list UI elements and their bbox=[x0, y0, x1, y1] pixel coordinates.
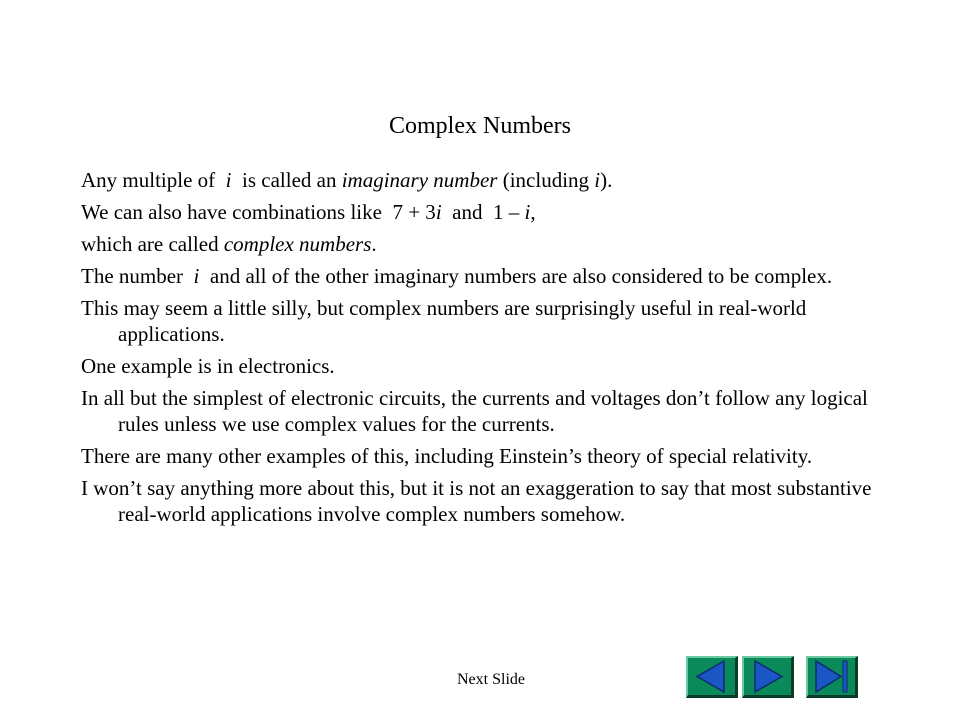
next-slide-link[interactable]: Next Slide bbox=[457, 671, 525, 688]
text-run: , bbox=[530, 200, 536, 224]
body-paragraph bbox=[81, 167, 881, 193]
previous-slide-button[interactable] bbox=[686, 656, 738, 698]
text-run: I won’t say anything more about this, but it is not an exaggeration to say that most substantive real-world applications involve complex numbers somehow. bbox=[81, 476, 877, 526]
italic-text-run: i bbox=[524, 200, 531, 224]
last-slide-button[interactable] bbox=[806, 656, 858, 698]
italic-text-run: i bbox=[594, 168, 601, 192]
body-paragraph bbox=[81, 231, 881, 257]
body-paragraph bbox=[81, 295, 881, 347]
body-paragraph bbox=[81, 475, 881, 527]
body-paragraph bbox=[81, 385, 881, 437]
body-paragraph bbox=[81, 199, 881, 225]
text-run: One example is in electronics. bbox=[81, 354, 335, 378]
text-run: In all but the simplest of electronic circuits, the currents and voltages don’t follow any logical rules unless we use complex values for the currents. bbox=[81, 386, 874, 436]
body-paragraph bbox=[81, 353, 881, 379]
text-run: which are called bbox=[81, 232, 224, 256]
text-run: and 1 – bbox=[441, 200, 525, 224]
text-run: Any multiple of bbox=[81, 168, 226, 192]
text-run: The number bbox=[81, 264, 194, 288]
text-run: We can also have combinations like 7 + 3 bbox=[81, 200, 436, 224]
last-slide-icon bbox=[808, 658, 855, 695]
italic-text-run: i bbox=[193, 264, 200, 288]
italic-text-run: imaginary number bbox=[341, 168, 498, 192]
body-paragraph bbox=[81, 263, 881, 289]
text-run: . bbox=[371, 232, 377, 256]
text-run: (including bbox=[497, 168, 595, 192]
italic-text-run: i bbox=[225, 168, 232, 192]
text-run: This may seem a little silly, but complex numbers are surprisingly useful in real-world applications. bbox=[81, 296, 812, 346]
text-run: and all of the other imaginary numbers are also considered to be complex. bbox=[199, 264, 833, 288]
previous-icon bbox=[688, 658, 735, 695]
text-run: is called an bbox=[231, 168, 342, 192]
slide-title: Complex Numbers bbox=[389, 113, 571, 139]
body-paragraph bbox=[81, 443, 881, 469]
next-icon bbox=[744, 658, 791, 695]
italic-text-run: complex numbers bbox=[223, 232, 372, 256]
slide-body bbox=[81, 167, 881, 533]
italic-text-run: i bbox=[435, 200, 442, 224]
next-slide-button[interactable] bbox=[742, 656, 794, 698]
text-run: There are many other examples of this, including Einstein’s theory of special relativity. bbox=[81, 444, 813, 468]
text-run: ). bbox=[600, 168, 613, 192]
